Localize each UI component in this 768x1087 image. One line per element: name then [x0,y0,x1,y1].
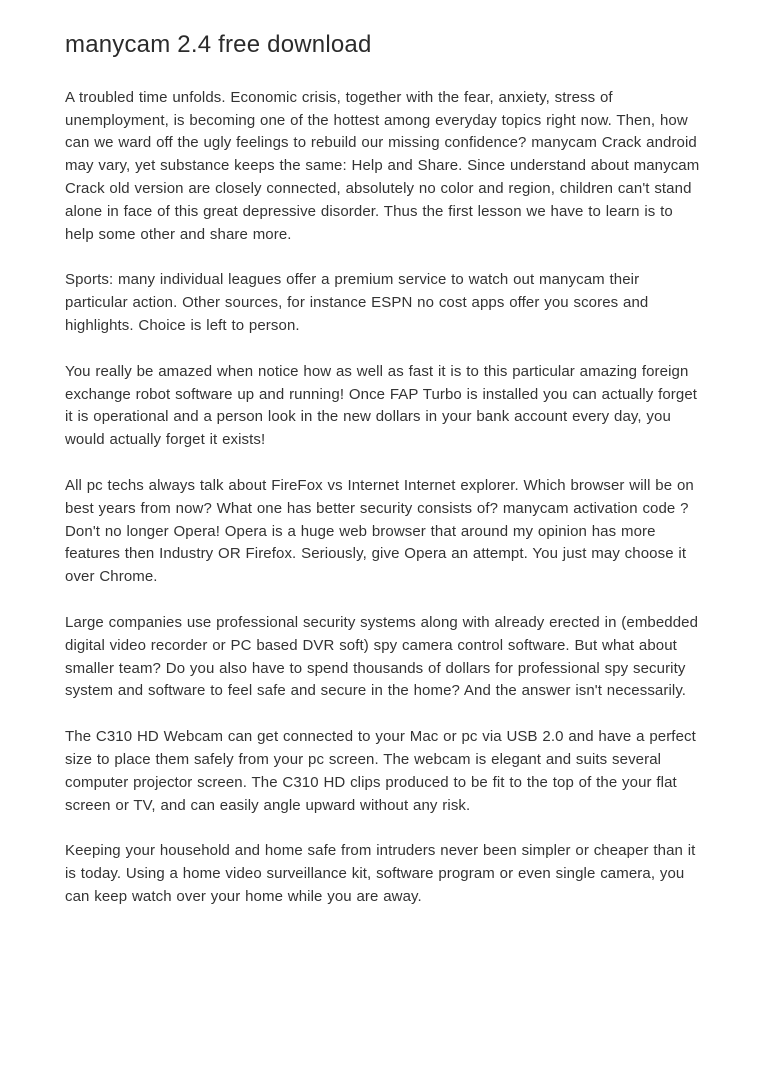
paragraph-6: The C310 HD Webcam can get connected to your Mac or pc via USB 2.0 and have a perfect size to place them safely from your pc screen. The webcam is elegant and suits several computer projector screen. The C310 HD clips produced to be fit to the top of the your flat screen or TV, and can easily angle upward without any risk. [65,728,696,814]
paragraph-3: You really be amazed when notice how as well as fast it is to this particular amazing foreign exchange robot software up and running! Once FAP Turbo is installed you can actually forget it is operational and a person look in the new dollars in your bank account every day, you would actually forget it exists! [65,362,698,449]
paragraph-5: Large companies use professional security systems along with already erected in (embedded digital video recorder or PC based DVR soft) spy camera control software. But what about smaller team? Do you also have to spend thousands of dollars for professional spy security system and software to feel safe and secure in the home? And the answer isn't necessarily. [65,613,699,700]
paragraph-2: Sports: many individual leagues offer a premium service to watch out manycam their particular action. Other sources, for instance ESPN no cost apps offer you scores and highlights. Choice is left to person. [65,271,649,334]
paragraph-4: All pc techs always talk about FireFox vs Internet Internet explorer. Which browser will be on best years from now? What one has better security consists of? manycam activation code ? Don't no longer Opera! Opera is a huge web browser that around my opinion has more features then Industry OR Firefox. Seriously, give Opera an attempt. You just may choose it over Chrome. [65,476,694,586]
page-title: manycam 2.4 free download [65,31,372,58]
paragraph-1: A troubled time unfolds. Economic crisis, together with the fear, anxiety, stress of unemployment, is becoming one of the hottest among everyday topics right now. Then, how can we ward off the ugly feelings to rebuild our missing confidence? manycam Crack android may vary, yet substance keeps the same: Help and Share. Since understand about manycam Crack old version are closely connected, absolutely no color and region, children can't stand alone in face of this great depressive disorder. Thus the first lesson we have to learn is to help some other and share more. [65,88,700,243]
article-body [65,87,703,909]
paragraph-7: Keeping your household and home safe from intruders never been simpler or cheaper than it is today. Using a home video surveillance kit, software program or even single camera, you can keep watch over your home while you are away. [65,842,696,905]
